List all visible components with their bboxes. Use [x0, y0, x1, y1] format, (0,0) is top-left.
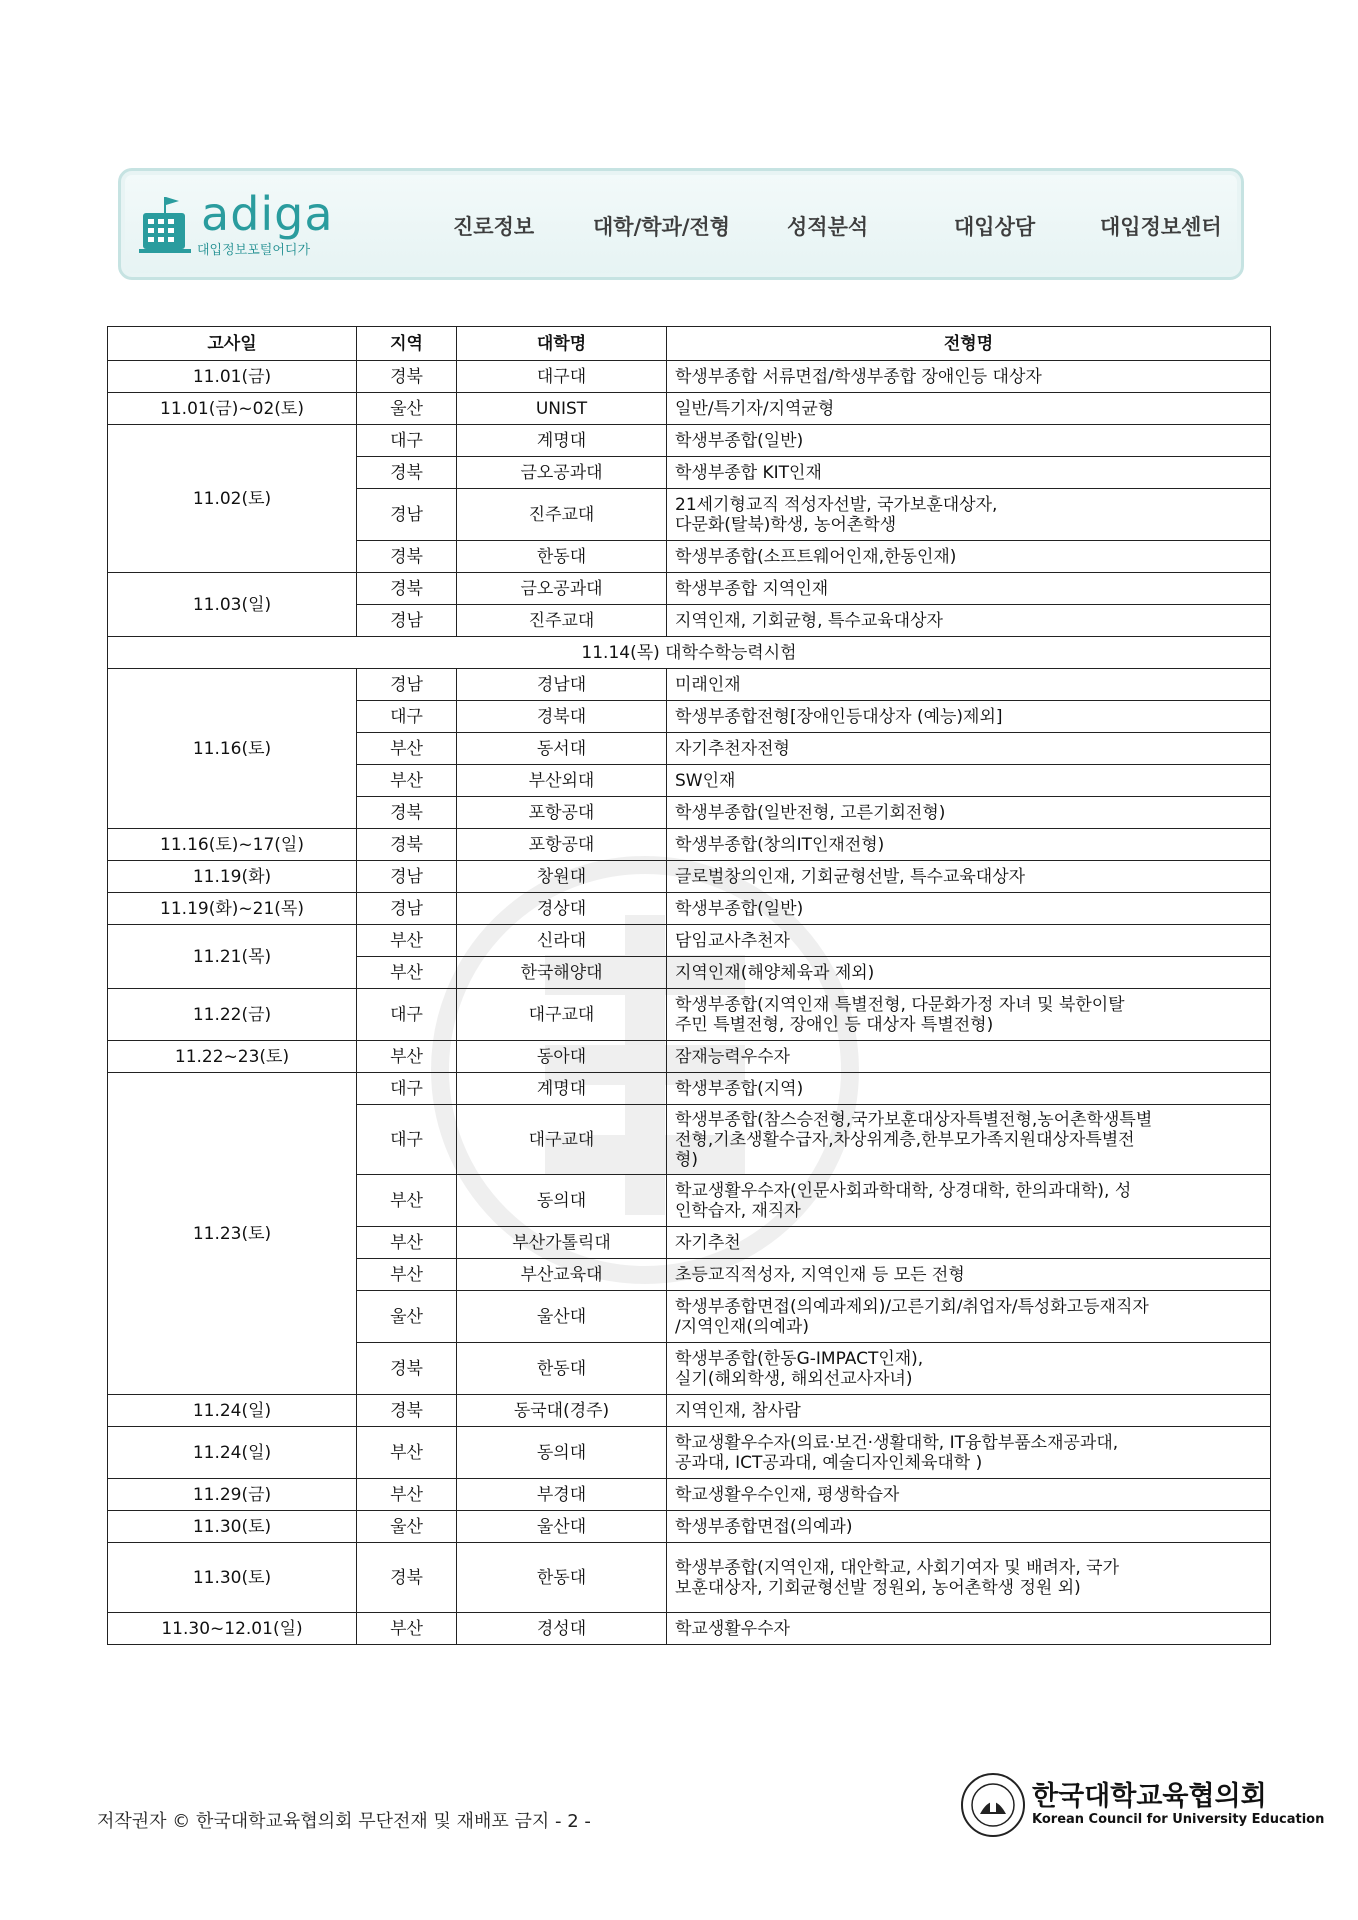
nav-admission-counsel[interactable]: 대입상담: [954, 215, 1036, 239]
region: 부산: [357, 1175, 457, 1227]
admission-type: 학생부종합(일반전형, 고른기회전형): [667, 797, 1271, 829]
table-row: [108, 829, 1271, 861]
region: 경북: [357, 1343, 457, 1395]
admission-type: 학교생활우수자(인문사회과학대학, 상경대학, 한의과대학), 성 인학습자, 재직자: [667, 1175, 1271, 1227]
region: 대구: [357, 701, 457, 733]
exam-date: 11.16(토): [108, 669, 357, 829]
region: 부산: [357, 733, 457, 765]
nav-career-info[interactable]: 진로정보: [453, 215, 535, 239]
region: 부산: [357, 1259, 457, 1291]
university: 대구교대: [457, 989, 667, 1041]
university: 경성대: [457, 1613, 667, 1645]
region: 부산: [357, 765, 457, 797]
region: 부산: [357, 957, 457, 989]
exam-date: 11.23(토): [108, 1073, 357, 1395]
region: 부산: [357, 1227, 457, 1259]
table-row: [108, 1395, 1271, 1427]
table-row: [108, 1511, 1271, 1543]
region: 경북: [357, 1543, 457, 1613]
admission-type: 21세기형교직 적성자선발, 국가보훈대상자, 다문화(탈북)학생, 농어촌학생: [667, 489, 1271, 541]
university: 신라대: [457, 925, 667, 957]
admission-type: 일반/특기자/지역균형: [667, 393, 1271, 425]
university: 금오공과대: [457, 457, 667, 489]
university: 울산대: [457, 1291, 667, 1343]
university: 포항공대: [457, 797, 667, 829]
university: 포항공대: [457, 829, 667, 861]
adiga-logo[interactable]: [137, 187, 357, 261]
exam-date: 11.30~12.01(일): [108, 1613, 357, 1645]
admission-type: 학교생활우수자(의료·보건·생활대학, IT융합부품소재공과대, 공과대, ICT공과대, 예술디자인체육대학 ): [667, 1427, 1271, 1479]
header-banner: [118, 168, 1244, 280]
university: 동국대(경주): [457, 1395, 667, 1427]
university: 금오공과대: [457, 573, 667, 605]
exam-date: 11.19(화): [108, 861, 357, 893]
region: 경북: [357, 541, 457, 573]
admission-type: 학생부종합 KIT인재: [667, 457, 1271, 489]
exam-date: 11.02(토): [108, 425, 357, 573]
exam-schedule-table: [107, 326, 1271, 1645]
admission-type: 학생부종합(지역): [667, 1073, 1271, 1105]
admission-type: 지역인재, 참사람: [667, 1395, 1271, 1427]
admission-type: 지역인재(해양체육과 제외): [667, 957, 1271, 989]
admission-type: 학교생활우수인재, 평생학습자: [667, 1479, 1271, 1511]
table-row: [108, 925, 1271, 957]
exam-date: 11.29(금): [108, 1479, 357, 1511]
table-row: [108, 669, 1271, 701]
region: 부산: [357, 1041, 457, 1073]
exam-date: 11.30(토): [108, 1543, 357, 1613]
exam-date: 11.03(일): [108, 573, 357, 637]
table-row: [108, 1427, 1271, 1479]
table-row: [108, 1613, 1271, 1645]
exam-date: 11.16(토)~17(일): [108, 829, 357, 861]
admission-type: 학생부종합(한동G-IMPACT인재), 실기(해외학생, 해외선교사자녀): [667, 1343, 1271, 1395]
header-admission-type: 전형명: [667, 327, 1271, 361]
university: 진주교대: [457, 605, 667, 637]
region: 울산: [357, 1291, 457, 1343]
region: 대구: [357, 989, 457, 1041]
region: 경북: [357, 361, 457, 393]
admission-type: 지역인재, 기회균형, 특수교육대상자: [667, 605, 1271, 637]
exam-date: 11.22(금): [108, 989, 357, 1041]
university: 울산대: [457, 1511, 667, 1543]
kcue-logo: [960, 1770, 1325, 1850]
region: 대구: [357, 1105, 457, 1175]
admission-type: 담임교사추천자: [667, 925, 1271, 957]
admission-type: 글로벌창의인재, 기회균형선발, 특수교육대상자: [667, 861, 1271, 893]
university: 한동대: [457, 1543, 667, 1613]
exam-date: 11.22~23(토): [108, 1041, 357, 1073]
region: 경남: [357, 893, 457, 925]
exam-date: 11.24(일): [108, 1427, 357, 1479]
exam-date: 11.01(금)~02(토): [108, 393, 357, 425]
university: 부산가톨릭대: [457, 1227, 667, 1259]
table-row: [108, 425, 1271, 457]
university: 한국해양대: [457, 957, 667, 989]
logo-word: adiga: [201, 187, 334, 241]
table-header-row: [108, 327, 1271, 361]
university: 부산외대: [457, 765, 667, 797]
region: 경남: [357, 489, 457, 541]
table-row: [108, 861, 1271, 893]
table-row: [108, 361, 1271, 393]
header-exam-date: 고사일: [108, 327, 357, 361]
header-university: 대학명: [457, 327, 667, 361]
university: 경상대: [457, 893, 667, 925]
admission-type: 학생부종합(일반): [667, 425, 1271, 457]
university: 경남대: [457, 669, 667, 701]
nav-info-center[interactable]: 대입정보센터: [1100, 215, 1222, 239]
table-row: [108, 573, 1271, 605]
admission-type: 잠재능력우수자: [667, 1041, 1271, 1073]
exam-date: 11.01(금): [108, 361, 357, 393]
university: 동의대: [457, 1427, 667, 1479]
region: 울산: [357, 1511, 457, 1543]
region: 경북: [357, 457, 457, 489]
region: 경북: [357, 829, 457, 861]
university: 동의대: [457, 1175, 667, 1227]
region: 대구: [357, 1073, 457, 1105]
table-row: [108, 1479, 1271, 1511]
nav-grade-analysis[interactable]: 성적분석: [787, 215, 869, 239]
admission-type: 학생부종합 서류면접/학생부종합 장애인등 대상자: [667, 361, 1271, 393]
region: 부산: [357, 1479, 457, 1511]
region: 경북: [357, 797, 457, 829]
admission-type: 학생부종합전형[장애인등대상자 (예능)제외]: [667, 701, 1271, 733]
kcue-name: 한국대학교육협의회: [1032, 1781, 1267, 1812]
kcue-emblem-icon: [960, 1772, 1026, 1838]
university: 부경대: [457, 1479, 667, 1511]
admission-type: 미래인재: [667, 669, 1271, 701]
university: 대구교대: [457, 1105, 667, 1175]
region: 경남: [357, 669, 457, 701]
table-row: [108, 1041, 1271, 1073]
table-row: [108, 893, 1271, 925]
admission-type: 학생부종합(창의IT인재전형): [667, 829, 1271, 861]
region: 경북: [357, 573, 457, 605]
copyright-notice: 저작권자 © 한국대학교육협의회 무단전재 및 재배포 금지 - 2 -: [97, 1811, 591, 1832]
admission-type: SW인재: [667, 765, 1271, 797]
university: 동아대: [457, 1041, 667, 1073]
csat-notice: 11.14(목) 대학수학능력시험: [108, 637, 1271, 669]
admission-type: 자기추천자전형: [667, 733, 1271, 765]
university: 경북대: [457, 701, 667, 733]
exam-date: 11.21(목): [108, 925, 357, 989]
region: 부산: [357, 1613, 457, 1645]
region: 경북: [357, 1395, 457, 1427]
university: 동서대: [457, 733, 667, 765]
building-flag-icon: [137, 195, 197, 257]
table-row: [108, 989, 1271, 1041]
university: 계명대: [457, 1073, 667, 1105]
admission-type: 학생부종합(지역인재, 대안학교, 사회기여자 및 배려자, 국가 보훈대상자, 기회균형선발 정원외, 농어촌학생 정원 외): [667, 1543, 1271, 1613]
region: 대구: [357, 425, 457, 457]
university: UNIST: [457, 393, 667, 425]
university: 대구대: [457, 361, 667, 393]
exam-date: 11.19(화)~21(목): [108, 893, 357, 925]
university: 부산교육대: [457, 1259, 667, 1291]
table-row: [108, 1543, 1271, 1613]
university: 창원대: [457, 861, 667, 893]
header-region: 지역: [357, 327, 457, 361]
region: 경남: [357, 605, 457, 637]
admission-type: 학교생활우수자: [667, 1613, 1271, 1645]
university: 계명대: [457, 425, 667, 457]
admission-type: 학생부종합(소프트웨어인재,한동인재): [667, 541, 1271, 573]
kcue-english-name: Korean Council for University Education: [1032, 1812, 1325, 1827]
logo-subtitle: 대입정보포털어디가: [197, 243, 311, 258]
region: 경남: [357, 861, 457, 893]
admission-type: 초등교직적성자, 지역인재 등 모든 전형: [667, 1259, 1271, 1291]
admission-type: 학생부종합(지역인재 특별전형, 다문화가정 자녀 및 북한이탈 주민 특별전형, 장애인 등 대상자 특별전형): [667, 989, 1271, 1041]
csat-row: [108, 637, 1271, 669]
university: 진주교대: [457, 489, 667, 541]
exam-date: 11.30(토): [108, 1511, 357, 1543]
admission-type: 자기추천: [667, 1227, 1271, 1259]
admission-type: 학생부종합면접(의예과제외)/고른기회/취업자/특성화고등재직자 /지역인재(의예과): [667, 1291, 1271, 1343]
admission-type: 학생부종합 지역인재: [667, 573, 1271, 605]
region: 부산: [357, 925, 457, 957]
table-row: [108, 393, 1271, 425]
admission-type: 학생부종합(참스승전형,국가보훈대상자특별전형,농어촌학생특별 전형,기초생활수급자,차상위계층,한부모가족지원대상자특별전 형): [667, 1105, 1271, 1175]
table-row: [108, 1073, 1271, 1105]
nav-university-department[interactable]: 대학/학과/전형: [593, 215, 731, 239]
admission-type: 학생부종합면접(의예과): [667, 1511, 1271, 1543]
university: 한동대: [457, 1343, 667, 1395]
region: 울산: [357, 393, 457, 425]
university: 한동대: [457, 541, 667, 573]
admission-type: 학생부종합(일반): [667, 893, 1271, 925]
exam-date: 11.24(일): [108, 1395, 357, 1427]
region: 부산: [357, 1427, 457, 1479]
